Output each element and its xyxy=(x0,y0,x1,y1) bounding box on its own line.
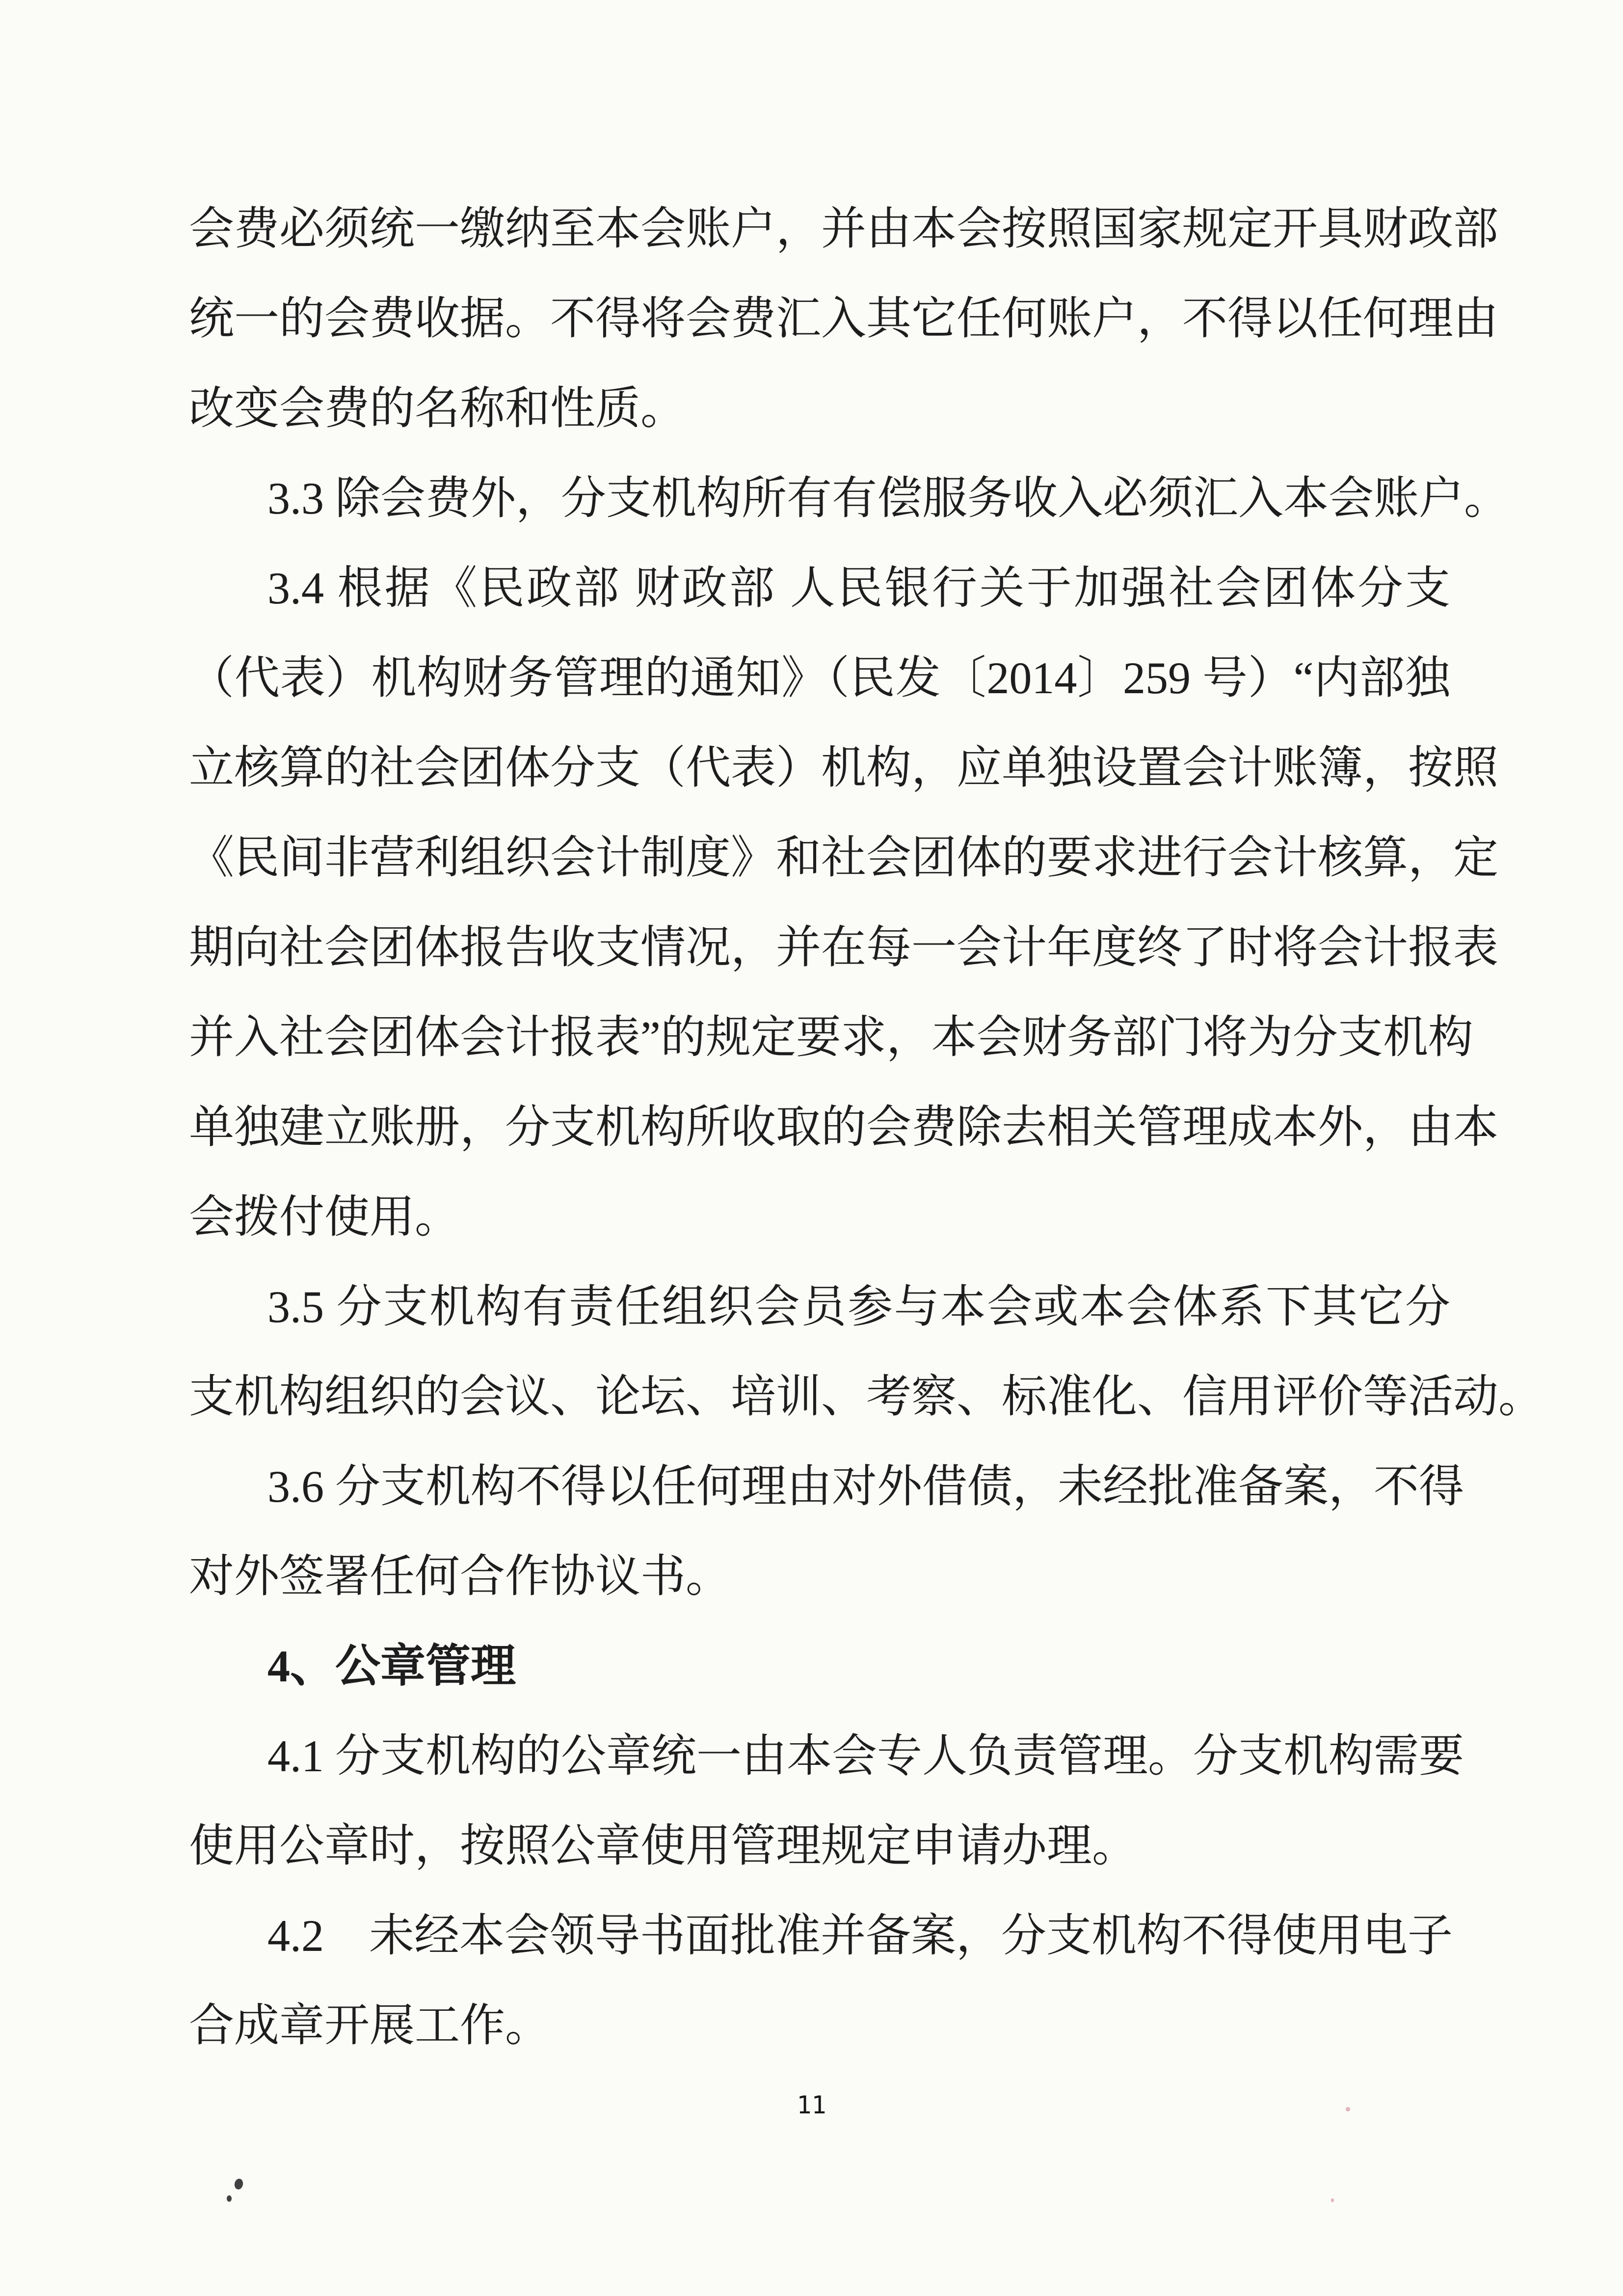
document-line: 《民间非营利组织会计制度》和社会团体的要求进行会计核算，定 xyxy=(189,833,1499,883)
page-number: 11 xyxy=(797,2091,826,2119)
document-line: 并入社会团体会计报表”的规定要求，本会财务部门将为分支机构 xyxy=(189,1012,1473,1062)
document-text xyxy=(189,184,1544,2071)
document-line: 支机构组织的会议、论坛、培训、考察、标准化、信用评价等活动。 xyxy=(189,1372,1544,1422)
section-heading: 4、公章管理 xyxy=(267,1641,516,1691)
document-line: 期向社会团体报告收支情况，并在每一会计年度终了时将会计报表 xyxy=(189,922,1499,972)
document-line: （代表）机构财务管理的通知》（民发〔2014〕259 号）“内部独 xyxy=(189,653,1450,703)
clause-4-2 xyxy=(189,1891,1453,2071)
clause-3-5 xyxy=(189,1262,1544,1442)
section-heading-seal-management xyxy=(189,1621,1450,1711)
document-line: 改变会费的名称和性质。 xyxy=(189,383,686,433)
document-line: 3.4 根据《民政部 财政部 人民银行关于加强社会团体分支 xyxy=(267,563,1450,613)
scanner-speck xyxy=(1331,2198,1334,2202)
clause-3-4 xyxy=(189,543,1499,1262)
document-line: 3.5 分支机构有责任组织会员参与本会或本会体系下其它分 xyxy=(267,1282,1450,1332)
clause-3-3 xyxy=(189,454,1510,543)
scanner-speck xyxy=(1346,2107,1350,2111)
document-line: 3.3 除会费外，分支机构所有有偿服务收入必须汇入本会账户。 xyxy=(267,473,1510,523)
paragraph-membership-fees xyxy=(189,184,1499,454)
document-line: 会费必须统一缴纳至本会账户，并由本会按照国家规定开具财政部 xyxy=(189,204,1499,254)
ink-smudge xyxy=(234,2178,244,2190)
document-line: 会拨付使用。 xyxy=(189,1192,460,1242)
document-line: 立核算的社会团体分支（代表）机构，应单独设置会计账簿，按照 xyxy=(189,743,1499,793)
ink-smudge xyxy=(227,2195,232,2202)
document-line: 统一的会费收据。不得将会费汇入其它任何账户，不得以任何理由 xyxy=(189,294,1499,344)
document-line: 4.2 未经本会领导书面批准并备案，分支机构不得使用电子 xyxy=(267,1911,1453,1961)
document-line: 3.6 分支机构不得以任何理由对外借债，未经批准备案，不得 xyxy=(267,1461,1464,1512)
document-line: 对外签署任何合作协议书。 xyxy=(189,1551,731,1601)
document-line: 4.1 分支机构的公章统一由本会专人负责管理。分支机构需要 xyxy=(267,1731,1464,1781)
document-line: 合成章开展工作。 xyxy=(189,2000,551,2051)
document-line: 使用公章时，按照公章使用管理规定申请办理。 xyxy=(189,1821,1138,1871)
clause-4-1 xyxy=(189,1711,1464,1891)
clause-3-6 xyxy=(189,1442,1464,1621)
document-line: 单独建立账册，分支机构所收取的会费除去相关管理成本外，由本 xyxy=(189,1102,1499,1152)
